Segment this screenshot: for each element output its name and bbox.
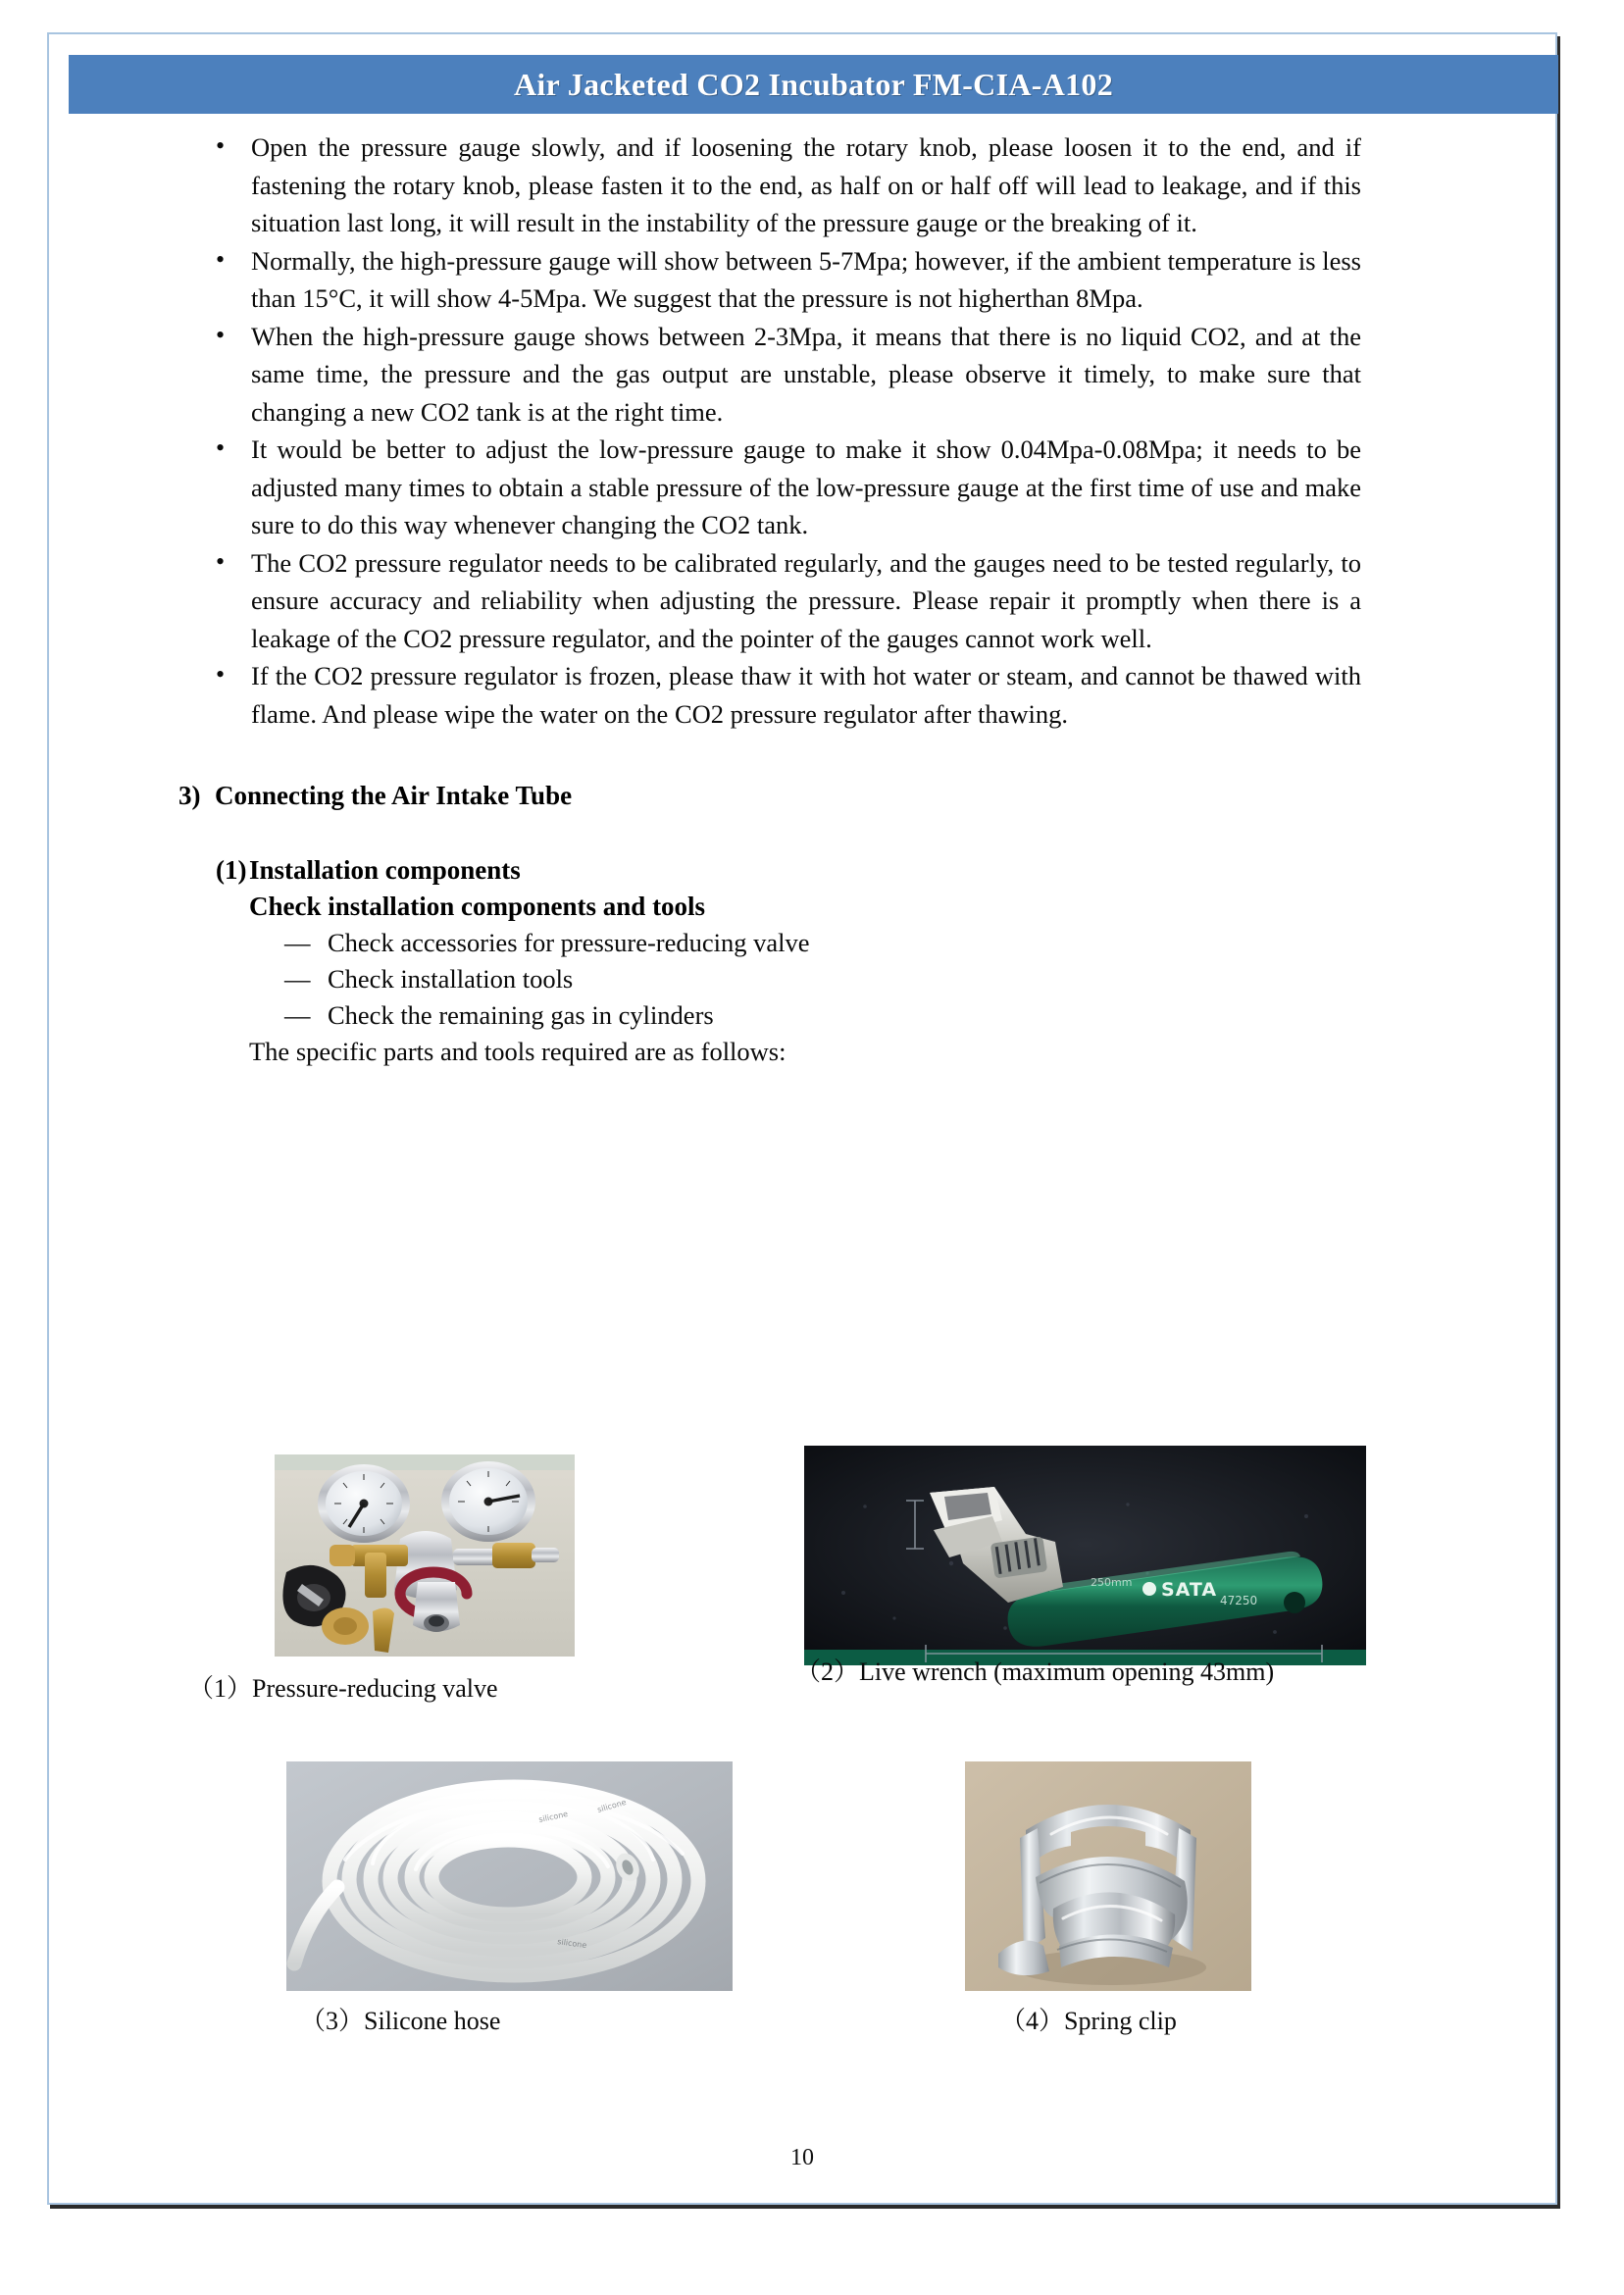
section-number: 3) <box>178 781 201 810</box>
live-wrench-photo <box>804 1446 1366 1665</box>
checklist-text: Check the remaining gas in cylinders <box>328 1000 714 1030</box>
list-item <box>284 997 1555 1034</box>
svg-text:SATA: SATA <box>1161 1579 1218 1601</box>
bullet-text: Normally, the high-pressure gauge will show between 5-7Mpa; however, if the ambient temperature is less than 15°C, it will show 4-5Mpa. We suggest that the pressure is not higherthan 8Mpa. <box>251 245 1361 313</box>
pressure-reducing-valve-photo <box>275 1454 575 1657</box>
list-item <box>204 318 1361 432</box>
svg-text:47250: 47250 <box>1220 1594 1258 1607</box>
bullet-text: If the CO2 pressure regulator is frozen, please thaw it with hot water or steam, and cannot be thawed with flame. And please wipe the water on the CO2 pressure regulator after thawing. <box>251 661 1361 729</box>
precaution-bullet-list <box>204 128 1361 733</box>
subsection-title: Installation components <box>249 855 521 885</box>
bullet-text: The CO2 pressure regulator needs to be calibrated regularly, and the gauges need to be tested regularly, to ensure accuracy and reliability when adjusting the pressure. Please repair it promptly when there is a leakage of the CO2 pressure regulator, and the pointer of the gauges cannot work well. <box>251 547 1361 653</box>
em-dash-marker: — <box>284 928 311 957</box>
spring-clip-photo <box>965 1761 1251 1991</box>
list-item <box>204 128 1361 242</box>
checklist <box>284 925 1555 1034</box>
silicone-hose-photo <box>286 1761 733 1991</box>
svg-text:silicone: silicone <box>537 1809 569 1824</box>
bullet-text: Open the pressure gauge slowly, and if loosening the rotary knob, please loosen it to the end, and if fastening the rotary knob, please fasten it to the end, as half on or half off will lead to leakage, and if this situation last long, it will result in the instability of the pressure gauge or the breaking of it. <box>251 132 1361 237</box>
page-number: 10 <box>790 2145 814 2170</box>
pressure-reducing-valve-illustration <box>275 1454 575 1657</box>
checklist-text: Check accessories for pressure-reducing valve <box>328 928 810 957</box>
section-heading <box>178 778 1555 813</box>
section-title: Connecting the Air Intake Tube <box>215 781 573 810</box>
parts-intro-text: The specific parts and tools required are as follows: <box>249 1037 787 1066</box>
document-page <box>47 32 1557 2205</box>
svg-text:silicone: silicone <box>556 1937 587 1951</box>
bullet-text: It would be better to adjust the low-pressure gauge to make it show 0.04Mpa-0.08Mpa; it needs to be adjusted many times to obtain a stable pressure of the low-pressure gauge at the first time of use and make sure to do this way whenever changing the CO2 tank. <box>251 434 1361 539</box>
figure-caption: （1）Pressure-reducing valve <box>188 1674 498 1703</box>
subsection-heading <box>216 852 1555 889</box>
bullet-text: When the high-pressure gauge shows between 2-3Mpa, it means that there is no liquid CO2, and at the same time, the pressure and the gas output are unstable, please observe it timely, to make sure that changing a new CO2 tank is at the right time. <box>251 321 1361 427</box>
figure-caption: （2）Live wrench (maximum opening 43mm) <box>795 1658 1275 1686</box>
figure-1 <box>188 1454 575 1703</box>
svg-text:250mm: 250mm <box>1091 1576 1133 1589</box>
list-item <box>204 544 1361 658</box>
list-item <box>204 657 1361 733</box>
figure-4 <box>965 1761 1251 2035</box>
silicone-hose-illustration <box>286 1761 733 1991</box>
list-item <box>284 925 1555 961</box>
spring-clip-illustration <box>965 1761 1251 1991</box>
page-content <box>49 128 1555 1070</box>
figure-caption: （4）Spring clip <box>1000 2007 1177 2035</box>
list-item <box>204 242 1361 318</box>
em-dash-marker: — <box>284 964 311 994</box>
subsection-subtitle: Check installation components and tools <box>249 892 706 921</box>
em-dash-marker: — <box>284 1000 311 1030</box>
list-item <box>284 961 1555 997</box>
figure-3 <box>286 1761 733 2035</box>
checklist-text: Check installation tools <box>328 964 574 994</box>
figure-caption: （3）Silicone hose <box>300 2007 501 2035</box>
list-item <box>204 431 1361 544</box>
svg-text:silicone: silicone <box>596 1797 628 1814</box>
live-wrench-illustration <box>804 1446 1366 1665</box>
page-title: Air Jacketed CO2 Incubator FM-CIA-A102 <box>513 66 1114 102</box>
page-header-banner <box>69 55 1558 114</box>
figure-2 <box>795 1446 1366 1686</box>
subsection-number: (1) <box>216 855 247 885</box>
subsection-block <box>216 852 1555 1070</box>
